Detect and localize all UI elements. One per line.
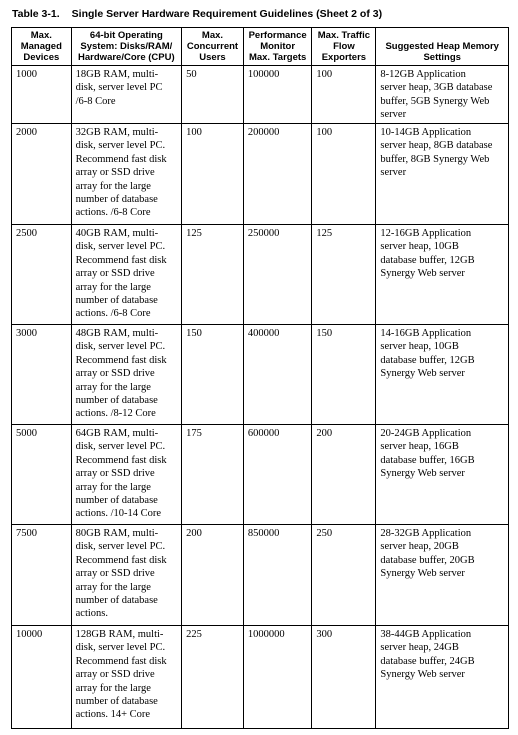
cell-line: array for the large — [75, 381, 151, 393]
table-body — [12, 66, 509, 729]
cell-traffic-exporters: 100 — [312, 66, 376, 124]
cell-concurrent-users: 150 — [182, 325, 244, 425]
header-line: Concurrent — [186, 41, 239, 52]
cell-line: number of database — [75, 495, 158, 507]
cell-line: actions. 14+ Core — [75, 709, 151, 721]
table-row — [12, 425, 509, 525]
cell-line: database buffer, 16GB — [380, 454, 475, 466]
cell-line: 48GB RAM, multi- — [75, 328, 159, 339]
cell-concurrent-users: 50 — [182, 66, 244, 124]
cell-line: 28-32GB Application — [380, 528, 472, 539]
cell-line: disk, server level PC. — [75, 140, 166, 152]
header-line: Users — [199, 52, 226, 63]
table-header-row — [12, 28, 509, 66]
cell-line: 14-16GB Application — [380, 328, 472, 339]
table-row — [12, 525, 509, 626]
cell-line: server heap, 3GB database — [380, 82, 493, 94]
header-max-concurrent-users — [182, 28, 244, 66]
cell-line: disk, server level PC. — [75, 241, 166, 253]
cell-os-hardware — [71, 225, 181, 325]
table-row — [12, 66, 509, 124]
table-row — [12, 124, 509, 225]
cell-os-hardware — [71, 425, 181, 525]
header-line: Monitor — [260, 41, 296, 52]
cell-line: 64GB RAM, multi- — [75, 428, 159, 439]
cell-line: 80GB RAM, multi- — [75, 528, 159, 539]
cell-line: 12-16GB Application — [380, 228, 472, 239]
cell-line: actions. /8-12 Core — [75, 408, 156, 420]
cell-performance-targets: 400000 — [243, 325, 311, 425]
cell-line: Recommend fast disk — [75, 554, 167, 566]
header-heap-memory — [376, 28, 509, 66]
cell-concurrent-users: 175 — [182, 425, 244, 525]
cell-line: Recommend fast disk — [75, 254, 167, 266]
cell-line: actions. /6-8 Core — [75, 308, 151, 320]
cell-max-devices: 5000 — [12, 425, 72, 525]
cell-max-devices: 7500 — [12, 525, 72, 626]
cell-line: database buffer, 20GB — [380, 554, 475, 566]
cell-line: array or SSD drive — [75, 568, 155, 580]
cell-line: array or SSD drive — [75, 268, 155, 280]
header-line: Flow — [333, 41, 355, 52]
cell-line: array or SSD drive — [75, 167, 155, 179]
cell-traffic-exporters: 150 — [312, 325, 376, 425]
cell-heap-settings — [376, 66, 509, 124]
cell-heap-settings — [376, 124, 509, 225]
cell-line: number of database — [75, 194, 158, 206]
cell-os-hardware — [71, 626, 181, 729]
cell-heap-settings — [376, 525, 509, 626]
cell-line: 20-24GB Application — [380, 428, 472, 439]
cell-line: actions. /10-14 Core — [75, 508, 162, 520]
cell-line: 38-44GB Application — [380, 629, 472, 640]
cell-line: Synergy Web server — [380, 669, 465, 681]
header-line: Hardware/Core (CPU) — [78, 52, 175, 63]
table-number: Table 3-1. — [12, 8, 60, 20]
table-caption — [12, 8, 382, 20]
cell-max-devices: 1000 — [12, 66, 72, 124]
cell-traffic-exporters: 125 — [312, 225, 376, 325]
cell-line: number of database — [75, 696, 158, 708]
cell-line: array for the large — [75, 581, 151, 593]
cell-traffic-exporters: 250 — [312, 525, 376, 626]
cell-traffic-exporters: 300 — [312, 626, 376, 729]
cell-line: buffer, 8GB Synergy Web — [380, 153, 490, 165]
cell-concurrent-users: 125 — [182, 225, 244, 325]
cell-line: database buffer, 12GB — [380, 354, 475, 366]
cell-performance-targets: 100000 — [243, 66, 311, 124]
cell-heap-settings — [376, 425, 509, 525]
header-performance-monitor — [243, 28, 311, 66]
cell-concurrent-users: 100 — [182, 124, 244, 225]
cell-performance-targets: 850000 — [243, 525, 311, 626]
cell-traffic-exporters: 100 — [312, 124, 376, 225]
cell-line: disk, server level PC. — [75, 441, 166, 453]
cell-line: 10-14GB Application — [380, 127, 472, 138]
header-traffic-flow-exporters — [312, 28, 376, 66]
cell-line: server heap, 24GB — [380, 642, 459, 654]
table-title: Single Server Hardware Requirement Guidelines (Sheet 2 of 3) — [71, 8, 383, 20]
header-line: Max. Targets — [248, 52, 307, 63]
cell-performance-targets: 1000000 — [243, 626, 311, 729]
cell-heap-settings — [376, 325, 509, 425]
cell-line: number of database — [75, 395, 158, 407]
cell-max-devices: 2000 — [12, 124, 72, 225]
table-row — [12, 225, 509, 325]
cell-line: 8-12GB Application — [380, 69, 466, 80]
cell-line: number of database — [75, 295, 158, 307]
cell-performance-targets: 200000 — [243, 124, 311, 225]
cell-line: Recommend fast disk — [75, 354, 167, 366]
cell-line: Synergy Web server — [380, 368, 465, 380]
cell-line: disk, server level PC. — [75, 642, 166, 654]
hardware-requirements-table — [11, 27, 509, 729]
cell-line: Recommend fast disk — [75, 454, 167, 466]
table-row — [12, 325, 509, 425]
header-max-managed-devices — [12, 28, 72, 66]
header-line: 64-bit Operating — [89, 30, 163, 41]
cell-line: array for the large — [75, 481, 151, 493]
cell-line: number of database — [75, 595, 158, 607]
cell-line: server heap, 20GB — [380, 541, 459, 553]
header-line: Devices — [23, 52, 60, 63]
cell-line: server heap, 8GB database — [380, 140, 493, 152]
cell-line: Synergy Web server — [380, 268, 465, 280]
cell-max-devices: 10000 — [12, 626, 72, 729]
cell-line: array or SSD drive — [75, 669, 155, 681]
cell-os-hardware — [71, 525, 181, 626]
cell-traffic-exporters: 200 — [312, 425, 376, 525]
cell-performance-targets: 250000 — [243, 225, 311, 325]
header-line: Exporters — [321, 52, 367, 63]
cell-concurrent-users: 200 — [182, 525, 244, 626]
cell-line: Recommend fast disk — [75, 655, 167, 667]
cell-line: disk, server level PC. — [75, 341, 166, 353]
cell-max-devices: 3000 — [12, 325, 72, 425]
cell-line: server — [380, 109, 407, 121]
cell-line: 128GB RAM, multi- — [75, 629, 164, 640]
cell-concurrent-users: 225 — [182, 626, 244, 729]
cell-line: server heap, 16GB — [380, 441, 459, 453]
cell-line: array for the large — [75, 281, 151, 293]
header-line: Managed — [20, 41, 62, 52]
cell-line: Synergy Web server — [380, 568, 465, 580]
header-line: Max. — [30, 30, 52, 41]
cell-max-devices: 2500 — [12, 225, 72, 325]
cell-line: server heap, 10GB — [380, 241, 459, 253]
cell-line: array for the large — [75, 180, 151, 192]
header-line: Max. Traffic — [317, 30, 371, 41]
header-line: Settings — [423, 52, 461, 63]
cell-heap-settings — [376, 225, 509, 325]
cell-line: database buffer, 12GB — [380, 254, 475, 266]
header-line: Performance — [248, 30, 307, 41]
cell-os-hardware — [71, 124, 181, 225]
cell-line: array for the large — [75, 682, 151, 694]
header-os-hardware — [71, 28, 181, 66]
cell-line: database buffer, 24GB — [380, 655, 475, 667]
cell-line: 40GB RAM, multi- — [75, 228, 159, 239]
cell-performance-targets: 600000 — [243, 425, 311, 525]
cell-line: server heap, 10GB — [380, 341, 459, 353]
cell-line: Synergy Web server — [380, 468, 465, 480]
cell-os-hardware — [71, 66, 181, 124]
cell-line: actions. — [75, 608, 108, 620]
cell-line: array or SSD drive — [75, 468, 155, 480]
cell-line: Recommend fast disk — [75, 153, 167, 165]
table-row — [12, 626, 509, 729]
cell-line: 18GB RAM, multi- — [75, 69, 159, 80]
cell-line: /6-8 Core — [75, 95, 116, 107]
header-line: Max. — [201, 30, 224, 41]
cell-heap-settings — [376, 626, 509, 729]
cell-os-hardware — [71, 325, 181, 425]
cell-line: array or SSD drive — [75, 368, 155, 380]
cell-line: disk, server level PC — [75, 82, 163, 94]
header-line: System: Disks/RAM/ — [80, 41, 173, 52]
cell-line: 32GB RAM, multi- — [75, 127, 159, 138]
cell-line: server — [380, 167, 407, 179]
cell-line: disk, server level PC. — [75, 541, 166, 553]
header-line: Suggested Heap Memory — [385, 41, 499, 52]
cell-line: buffer, 5GB Synergy Web — [380, 95, 490, 107]
cell-line: actions. /6-8 Core — [75, 207, 151, 219]
